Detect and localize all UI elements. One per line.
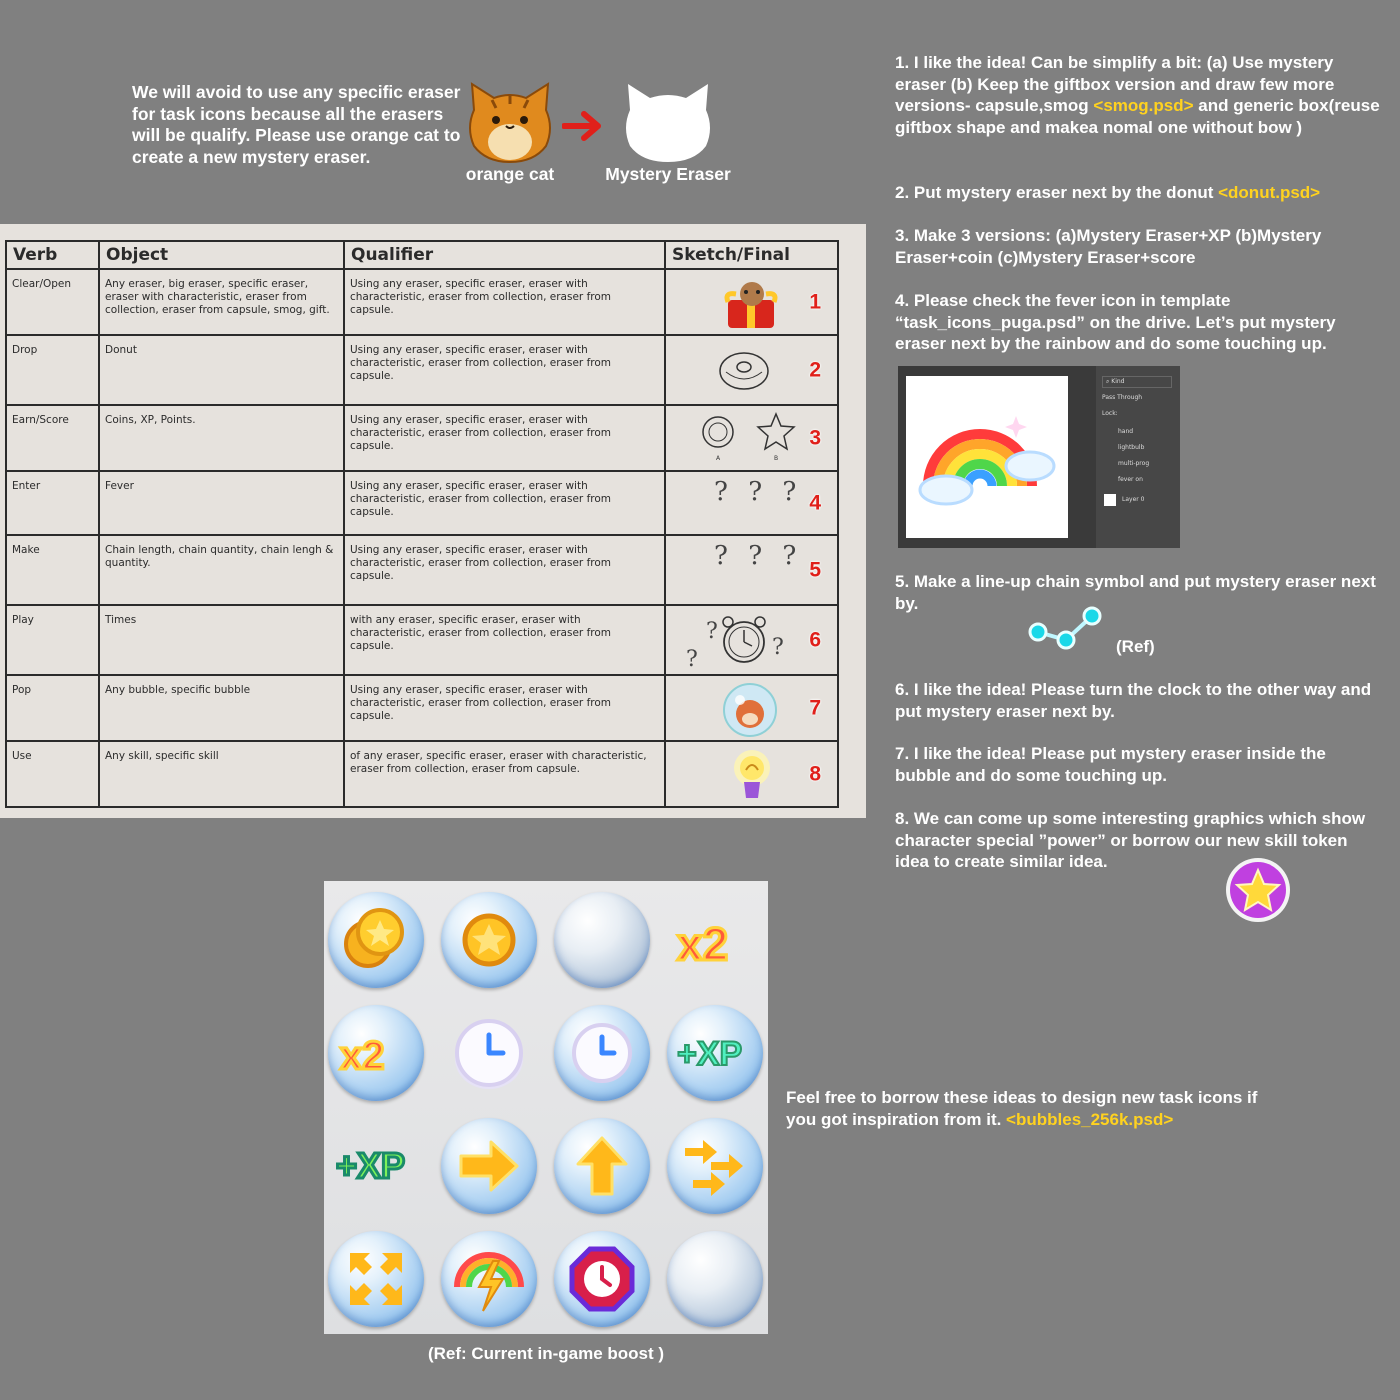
qualifier-cell: Using any eraser, specific eraser, eraser with characteristic, eraser from collection, eraser from capsule. xyxy=(344,471,665,535)
sketch-cell xyxy=(665,675,838,741)
note-1 xyxy=(895,52,1385,138)
orange-cat-icon xyxy=(462,80,558,164)
note-1-text-cont: and generic box(reuse giftbox shape and makea nomal one without bow ) xyxy=(895,96,1380,137)
object-cell: Times xyxy=(99,605,344,675)
layer-item[interactable]: multi-prog xyxy=(1118,460,1150,467)
donut-file-link[interactable]: <donut.psd> xyxy=(1218,183,1321,202)
object-cell: Donut xyxy=(99,335,344,405)
xp-bubble-icon xyxy=(667,1005,763,1101)
note-1-text: 1. I like the idea! Can be simplify a bit: (a) Use mystery eraser (b) Keep the giftbox version and draw few more versions- capsule,smog xyxy=(895,53,1335,115)
boost-clock xyxy=(441,1005,537,1101)
table-row xyxy=(6,471,838,535)
xp-icon xyxy=(328,1118,424,1214)
chain-ref-label: (Ref) xyxy=(1116,637,1155,656)
chain-icon xyxy=(1024,602,1104,652)
row-number: 3 xyxy=(809,426,821,450)
coin-stack-icon xyxy=(328,892,424,988)
table-row xyxy=(6,675,838,741)
arrows-scatter-icon xyxy=(667,1118,763,1214)
question-marks-sketch: ? ? ? xyxy=(714,477,803,507)
qualifier-cell: Using any eraser, specific eraser, eraser with characteristic, eraser from collection, eraser from capsule. xyxy=(344,269,665,335)
rainbow-fever-icon xyxy=(906,376,1068,538)
xp-text: +XP xyxy=(336,1145,406,1186)
layer-item[interactable]: Layer 0 xyxy=(1122,496,1145,503)
layer-item[interactable]: lightbulb xyxy=(1118,444,1145,451)
boost-rainbow-bolt xyxy=(441,1231,537,1327)
boost-stop-clock xyxy=(554,1231,650,1327)
alarm-clock-sketch-icon xyxy=(684,610,794,672)
orange-cat-label: orange cat xyxy=(465,164,555,184)
coin-sketch-icon xyxy=(700,412,736,462)
note-4: 4. Please check the fever icon in template “task_icons_puga.psd” on the drive. Let’s put mystery eraser next by the rainbow and do some touching up. xyxy=(895,291,1336,353)
svg-text:?: ? xyxy=(772,635,784,660)
row-number: 5 xyxy=(809,558,821,582)
mystery-eraser-label: Mystery Eraser xyxy=(605,164,731,184)
boost-arrow-up xyxy=(554,1118,650,1214)
boost-coin-stack xyxy=(328,892,424,988)
qualifier-cell: Using any eraser, specific eraser, eraser with characteristic, eraser from collection, eraser from capsule. xyxy=(344,405,665,471)
rainbow-bolt-icon xyxy=(441,1231,537,1327)
arrow-right-icon xyxy=(441,1118,537,1214)
trophy-star-sketch-icon xyxy=(756,412,796,462)
clock-icon xyxy=(441,1005,537,1101)
table-row xyxy=(6,605,838,675)
boost-arrows-scatter xyxy=(667,1118,763,1214)
xp-bubble-text: +XP xyxy=(677,1035,743,1073)
lightbulb-icon xyxy=(730,748,774,804)
header-sketch: Sketch/Final xyxy=(665,241,838,269)
header-verb: Verb xyxy=(6,241,99,269)
boost-xp xyxy=(328,1118,424,1214)
object-cell: Chain length, chain quantity, chain lengh & quantity. xyxy=(99,535,344,605)
layer-kind-filter[interactable]: ⌕ Kind xyxy=(1102,376,1172,388)
note-6: 6. I like the idea! Please turn the clock to the other way and put mystery eraser next by. xyxy=(895,680,1372,721)
orange-cat-figure xyxy=(462,80,558,190)
sketch-label-b: B xyxy=(774,455,779,462)
table-row xyxy=(6,405,838,471)
arrow-up-icon xyxy=(554,1118,650,1214)
note-7: 7. I like the idea! Please put mystery eraser inside the bubble and do some touching up. xyxy=(895,744,1326,785)
boost-xp-bubble xyxy=(667,1005,763,1101)
note-8: 8. We can come up some interesting graphics which show character special ”power” or borrow our new skill token idea to create similar idea. xyxy=(895,809,1366,871)
note-2-text: 2. Put mystery eraser next by the donut xyxy=(895,183,1219,202)
kind-label: Kind xyxy=(1111,378,1125,385)
header-qualifier: Qualifier xyxy=(344,241,665,269)
task-table xyxy=(5,240,839,808)
x2-icon xyxy=(667,892,763,988)
sketch-cell xyxy=(665,269,838,335)
lock-label: Lock: xyxy=(1102,410,1118,417)
borrow-note-text: Feel free to borrow these ideas to design new task icons if you got inspiration from it. xyxy=(786,1088,1258,1129)
verb-cell: Play xyxy=(6,605,99,675)
boost-coin xyxy=(441,892,537,988)
table-header-row xyxy=(6,241,838,269)
sketch-cell xyxy=(665,335,838,405)
boost-x2-bubble xyxy=(328,1005,424,1101)
donut-sketch-icon xyxy=(716,350,772,392)
object-cell: Any skill, specific skill xyxy=(99,741,344,807)
row-number: 8 xyxy=(809,762,821,786)
borrow-note xyxy=(786,1087,1286,1130)
verb-cell: Drop xyxy=(6,335,99,405)
layer-item[interactable]: fever on xyxy=(1118,476,1143,483)
sketch-cell xyxy=(665,535,838,605)
table-row xyxy=(6,741,838,807)
object-cell: Any bubble, specific bubble xyxy=(99,675,344,741)
mystery-eraser-figure xyxy=(600,80,736,190)
row-number: 2 xyxy=(809,358,821,382)
table-row xyxy=(6,269,838,335)
skill-token-star-icon xyxy=(1224,856,1292,924)
boost-arrows-expand xyxy=(328,1231,424,1327)
smog-file-link[interactable]: <smog.psd> xyxy=(1093,96,1194,115)
qualifier-cell: Using any eraser, specific eraser, eraser with characteristic, eraser from collection, eraser from capsule. xyxy=(344,535,665,605)
question-marks-sketch: ? ? ? xyxy=(714,541,803,571)
x2-text: x2 xyxy=(677,918,729,970)
svg-text:?: ? xyxy=(706,619,718,644)
object-cell: Fever xyxy=(99,471,344,535)
x2-bubble-icon xyxy=(328,1005,424,1101)
note-3: 3. Make 3 versions: (a)Mystery Eraser+XP (b)Mystery Eraser+coin (c)Mystery Eraser+score xyxy=(895,226,1322,267)
header-object: Object xyxy=(99,241,344,269)
bubble-eraser-icon xyxy=(722,682,778,738)
boost-grid xyxy=(324,881,768,1334)
coin-icon xyxy=(441,892,537,988)
row-number: 6 xyxy=(809,628,821,652)
giftbox-icon xyxy=(722,278,782,330)
photoshop-canvas xyxy=(906,376,1068,538)
verb-cell: Enter xyxy=(6,471,99,535)
row-number: 4 xyxy=(809,491,821,515)
photoshop-screenshot xyxy=(898,366,1180,548)
stop-clock-icon xyxy=(554,1231,650,1327)
sketch-cell xyxy=(665,471,838,535)
verb-cell: Clear/Open xyxy=(6,269,99,335)
layer-item[interactable]: hand xyxy=(1118,428,1134,435)
qualifier-cell: Using any eraser, specific eraser, eraser with characteristic, eraser from collection, eraser from capsule. xyxy=(344,675,665,741)
layer-thumbnail xyxy=(1104,494,1116,506)
boost-arrow-right xyxy=(441,1118,537,1214)
table-row xyxy=(6,335,838,405)
boost-empty-bubble xyxy=(667,1231,763,1327)
sketch-cell xyxy=(665,405,838,471)
qualifier-cell: of any eraser, specific eraser, eraser with characteristic, eraser from collection, eraser from capsule. xyxy=(344,741,665,807)
note-2 xyxy=(895,182,1385,204)
mystery-eraser-icon xyxy=(600,80,736,164)
clock-bubble-icon xyxy=(554,1005,650,1101)
arrows-expand-icon xyxy=(328,1231,424,1327)
table-row xyxy=(6,535,838,605)
bubbles-file-link[interactable]: <bubbles_256k.psd> xyxy=(1006,1109,1174,1129)
x2-bubble-text: x2 xyxy=(340,1034,385,1078)
row-number: 7 xyxy=(809,696,821,720)
object-cell: Any eraser, big eraser, specific eraser, eraser with characteristic, eraser from collection, eraser from capsule, smog, gift. xyxy=(99,269,344,335)
task-table-panel xyxy=(0,224,866,818)
note-5: 5. Make a line-up chain symbol and put mystery eraser next by. xyxy=(895,572,1376,613)
svg-text:?: ? xyxy=(686,647,698,672)
boost-empty-bubble xyxy=(554,892,650,988)
qualifier-cell: with any eraser, specific eraser, eraser with characteristic, eraser from collection, eraser from capsule. xyxy=(344,605,665,675)
verb-cell: Make xyxy=(6,535,99,605)
blend-mode-select[interactable]: Pass Through xyxy=(1102,394,1143,401)
intro-text: We will avoid to use any specific eraser for task icons because all the erasers will be qualify. Please use orange cat to create a new mystery eraser. xyxy=(132,82,461,167)
object-cell: Coins, XP, Points. xyxy=(99,405,344,471)
qualifier-cell: Using any eraser, specific eraser, eraser with characteristic, eraser from collection, eraser from capsule. xyxy=(344,335,665,405)
layers-panel xyxy=(1096,366,1180,548)
verb-cell: Pop xyxy=(6,675,99,741)
boost-clock-bubble xyxy=(554,1005,650,1101)
verb-cell: Earn/Score xyxy=(6,405,99,471)
sketch-label-a: A xyxy=(716,455,721,462)
boost-x2 xyxy=(667,892,763,988)
sketch-cell xyxy=(665,741,838,807)
boost-caption: (Ref: Current in-game boost ) xyxy=(427,1344,665,1363)
sketch-cell xyxy=(665,605,838,675)
row-number: 1 xyxy=(809,290,821,314)
verb-cell: Use xyxy=(6,741,99,807)
